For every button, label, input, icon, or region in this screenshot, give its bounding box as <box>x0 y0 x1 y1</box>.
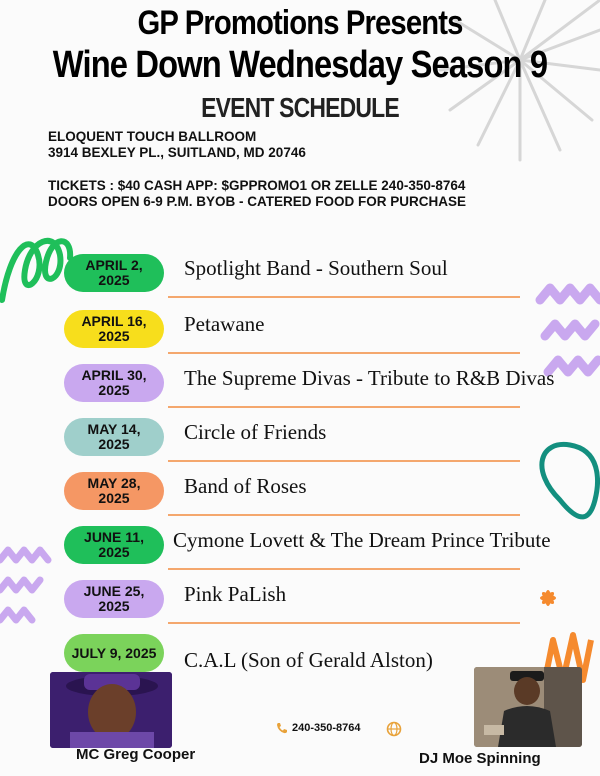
event-date-pill <box>64 310 164 348</box>
event-name: Cymone Lovett & The Dream Prince Tribute <box>173 528 551 552</box>
event-row <box>0 410 600 464</box>
event-row <box>0 518 600 572</box>
event-date-pill <box>64 580 164 618</box>
event-date-pill <box>64 364 164 402</box>
event-date-line1: JUNE 11, <box>84 529 144 545</box>
event-name: Band of Roses <box>184 474 307 498</box>
event-divider <box>168 296 520 298</box>
contact-phone <box>276 722 361 734</box>
event-date-line2: 2025 <box>98 436 130 452</box>
phone-number: 240-350-8764 <box>292 722 361 734</box>
event-date-pill <box>64 254 164 292</box>
event-name: Circle of Friends <box>184 420 327 444</box>
event-date-line2: 2025 <box>98 382 130 398</box>
event-row <box>0 572 600 626</box>
dj-photo <box>474 667 582 747</box>
phone-icon <box>276 722 288 734</box>
event-row <box>0 302 600 356</box>
venue-name: ELOQUENT TOUCH BALLROOM <box>48 129 257 144</box>
ticket-info: TICKETS : $40 CASH APP: $GPPROMO1 OR ZELLE 240-350-8764 <box>48 178 466 193</box>
event-date-line1: APRIL 30, <box>81 367 147 383</box>
presenter-title: GP Promotions Presents <box>137 4 463 42</box>
event-divider <box>168 514 520 516</box>
event-divider <box>168 622 520 624</box>
mc-portrait-image <box>50 672 172 748</box>
event-name: Petawane <box>184 312 265 336</box>
dj-caption: DJ Moe Spinning <box>419 750 541 767</box>
event-divider <box>168 352 520 354</box>
event-row <box>0 464 600 518</box>
event-date-pill <box>64 418 164 456</box>
event-date-line2: 2025 <box>98 598 130 614</box>
event-date-line2: 2025 <box>98 544 130 560</box>
event-date-line1: MAY 14, <box>87 421 141 437</box>
event-date-pill <box>64 472 164 510</box>
event-date-line1: MAY 28, <box>87 475 141 491</box>
event-divider <box>168 460 520 462</box>
event-date-line2: 2025 <box>98 272 130 288</box>
event-date-line2: 2025 <box>98 328 130 344</box>
event-date-line2: 2025 <box>98 490 130 506</box>
event-name: Spotlight Band - Southern Soul <box>184 256 448 280</box>
event-divider <box>168 568 520 570</box>
event-date-line1: APRIL 16, <box>81 313 147 329</box>
event-date-line1: JUNE 25, <box>83 583 145 599</box>
mc-photo <box>50 672 172 748</box>
doors-info: DOORS OPEN 6-9 P.M. BYOB - CATERED FOOD FOR PURCHASE <box>48 194 467 209</box>
event-date-pill <box>64 634 164 672</box>
event-name: The Supreme Divas - Tribute to R&B Divas <box>184 366 555 390</box>
event-date-line1: JULY 9, 2025 <box>71 644 157 661</box>
event-row <box>0 246 600 300</box>
event-name: C.A.L (Son of Gerald Alston) <box>184 648 433 672</box>
dj-portrait-image <box>474 667 582 747</box>
event-date-pill <box>64 526 164 564</box>
schedule-heading: EVENT SCHEDULE <box>201 92 399 123</box>
venue-address: 3914 BEXLEY PL., SUITLAND, MD 20746 <box>48 145 306 160</box>
globe-icon <box>386 721 402 737</box>
series-title: Wine Down Wednesday Season 9 <box>52 44 548 86</box>
event-name: Pink PaLish <box>184 582 287 606</box>
event-row <box>0 356 600 410</box>
event-date-line1: APRIL 2, <box>85 257 143 273</box>
event-divider <box>168 406 520 408</box>
mc-caption: MC Greg Cooper <box>76 746 196 763</box>
